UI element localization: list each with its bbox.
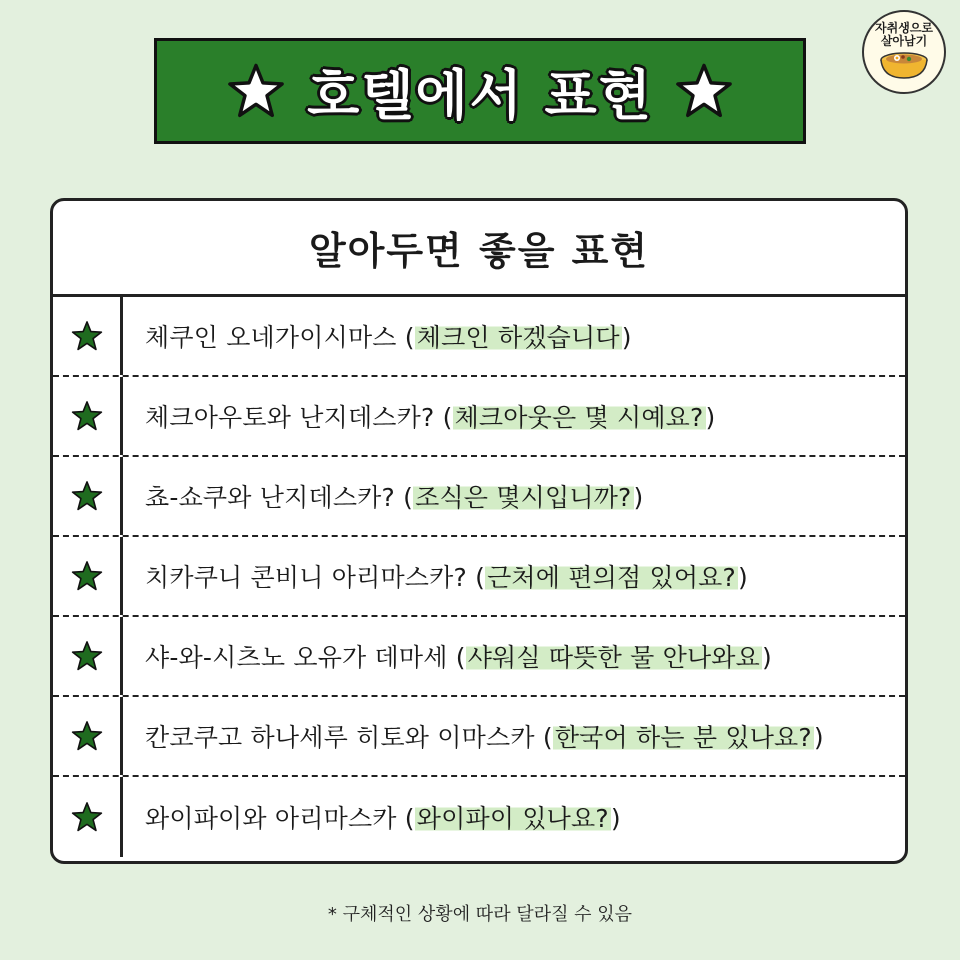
expression-text: 샤-와-시츠노 오유가 데마세 (샤워실 따뜻한 물 안나와요)	[145, 643, 772, 672]
expression-text: 체쿠인 오네가이시마스 (체크인 하겠습니다)	[145, 323, 632, 352]
korean-meaning: 조식은 몇시입니까?	[415, 483, 632, 512]
korean-meaning: 와이파이 있나요?	[416, 804, 609, 833]
list-item	[53, 457, 905, 537]
list-item	[53, 537, 905, 617]
list-item	[53, 377, 905, 457]
expressions-list	[53, 297, 905, 857]
expression-text: 체크아우토와 난지데스카? (체크아웃은 몇 시예요?)	[145, 403, 716, 432]
star-icon	[53, 457, 123, 535]
japanese-phrase: 샤-와-시츠노 오유가 데마세	[145, 643, 448, 672]
japanese-phrase: 체쿠인 오네가이시마스	[145, 323, 397, 352]
list-item	[53, 297, 905, 377]
star-icon	[53, 537, 123, 615]
brand-badge	[862, 10, 946, 94]
star-icon	[675, 62, 733, 120]
japanese-phrase: 와이파이와 아리마스카	[145, 804, 397, 833]
korean-meaning: 체크인 하겠습니다	[416, 323, 620, 352]
expression-text: 와이파이와 아리마스카 (와이파이 있나요?)	[145, 804, 621, 833]
japanese-phrase: 체크아우토와 난지데스카?	[145, 403, 435, 432]
star-icon	[53, 697, 123, 775]
brand-badge-text: 자취생으로 살아남기	[875, 21, 933, 48]
footnote: * 구체적인 상황에 따라 달라질 수 있음	[327, 904, 633, 925]
ramen-bowl-icon	[878, 50, 930, 84]
expression-text: 칸코쿠고 하나세루 히토와 이마스카 (한국어 하는 분 있나요?)	[145, 723, 824, 752]
japanese-phrase: 쵸-쇼쿠와 난지데스카?	[145, 483, 395, 512]
expression-text: 치카쿠니 콘비니 아리마스카? (근처에 편의점 있어요?)	[145, 563, 748, 592]
star-icon	[53, 617, 123, 695]
star-icon	[53, 297, 123, 375]
star-icon	[53, 377, 123, 455]
title-banner	[154, 38, 806, 144]
expressions-card	[50, 198, 908, 864]
card-header	[53, 201, 905, 297]
card-title: 알아두면 좋을 표현	[308, 229, 650, 273]
korean-meaning: 체크아웃은 몇 시예요?	[454, 403, 704, 432]
page-title: 호텔에서 표현	[307, 63, 653, 127]
japanese-phrase: 칸코쿠고 하나세루 히토와 이마스카	[145, 723, 535, 752]
korean-meaning: 샤워실 따뜻한 물 안나와요	[467, 643, 760, 672]
korean-meaning: 한국어 하는 분 있나요?	[554, 723, 812, 752]
list-item	[53, 617, 905, 697]
star-icon	[227, 62, 285, 120]
expression-text: 쵸-쇼쿠와 난지데스카? (조식은 몇시입니까?)	[145, 483, 644, 512]
star-icon	[53, 777, 123, 857]
list-item	[53, 777, 905, 857]
japanese-phrase: 치카쿠니 콘비니 아리마스카?	[145, 563, 467, 592]
korean-meaning: 근처에 편의점 있어요?	[487, 563, 736, 592]
list-item	[53, 697, 905, 777]
